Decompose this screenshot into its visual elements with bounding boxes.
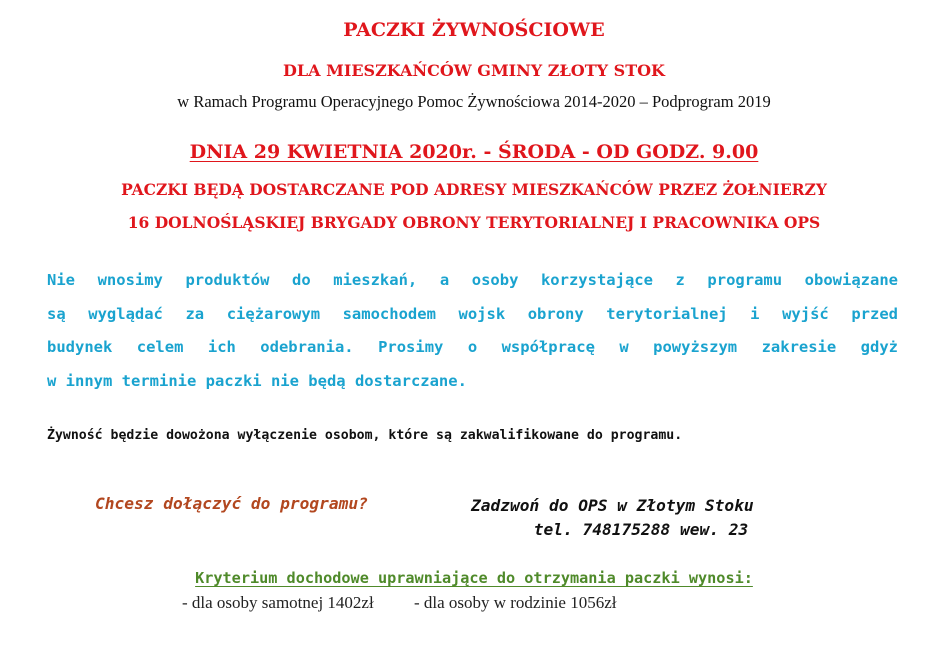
criteria-single: - dla osoby samotnej 1402zł [182, 593, 374, 612]
page-subtitle: DLA MIESZKAŃCÓW GMINY ZŁOTY STOK [283, 61, 665, 80]
criteria-amounts [182, 593, 617, 613]
program-description: w Ramach Programu Operacyjnego Pomoc Żywnościowa 2014-2020 – Podprogram 2019 [177, 92, 771, 111]
criteria-family: - dla osoby w rodzinie 1056zł [413, 593, 617, 612]
page-title: PACZKI ŻYWNOŚCIOWE [343, 19, 605, 41]
info-line-4: w innym terminie paczki nie będą dostarczane. [47, 371, 467, 390]
criteria-heading: Kryterium dochodowe uprawniające do otrzymania paczki wynosi: [195, 569, 753, 587]
date-line: DNIA 29 KWIETNIA 2020r. - ŚRODA - OD GODZ. 9.00 [189, 141, 759, 163]
eligibility-note: Żywność będzie dowożona wyłączenie osobom, które są zakwalifikowane do programu. [47, 428, 683, 443]
contact-info [471, 494, 811, 542]
delivery-line-1: PACZKI BĘDĄ DOSTARCZANE POD ADRESY MIESZKAŃCÓW PRZEZ ŻOŁNIERZY [121, 180, 827, 199]
info-line-2: są wyglądać za ciężarowym samochodem wojsk obrony terytorialnej i wyjść przed [47, 304, 898, 323]
join-question: Chcesz dołączyć do programu? [95, 494, 368, 513]
call-line: Zadzwoń do OPS w Złotym Stoku [471, 496, 754, 515]
delivery-line-2: 16 DOLNOŚLĄSKIEJ BRYGADY OBRONY TERYTORIALNEJ I PRACOWNIKA OPS [127, 213, 821, 232]
phone-line: tel. 748175288 wew. 23 [533, 520, 749, 539]
info-paragraph [47, 264, 898, 398]
info-line-1: Nie wnosimy produktów do mieszkań, a osoby korzystające z programu obowiązane [47, 271, 898, 289]
info-line-3: budynek celem ich odebrania. Prosimy o współpracę w powyższym zakresie gdyż [47, 338, 898, 356]
